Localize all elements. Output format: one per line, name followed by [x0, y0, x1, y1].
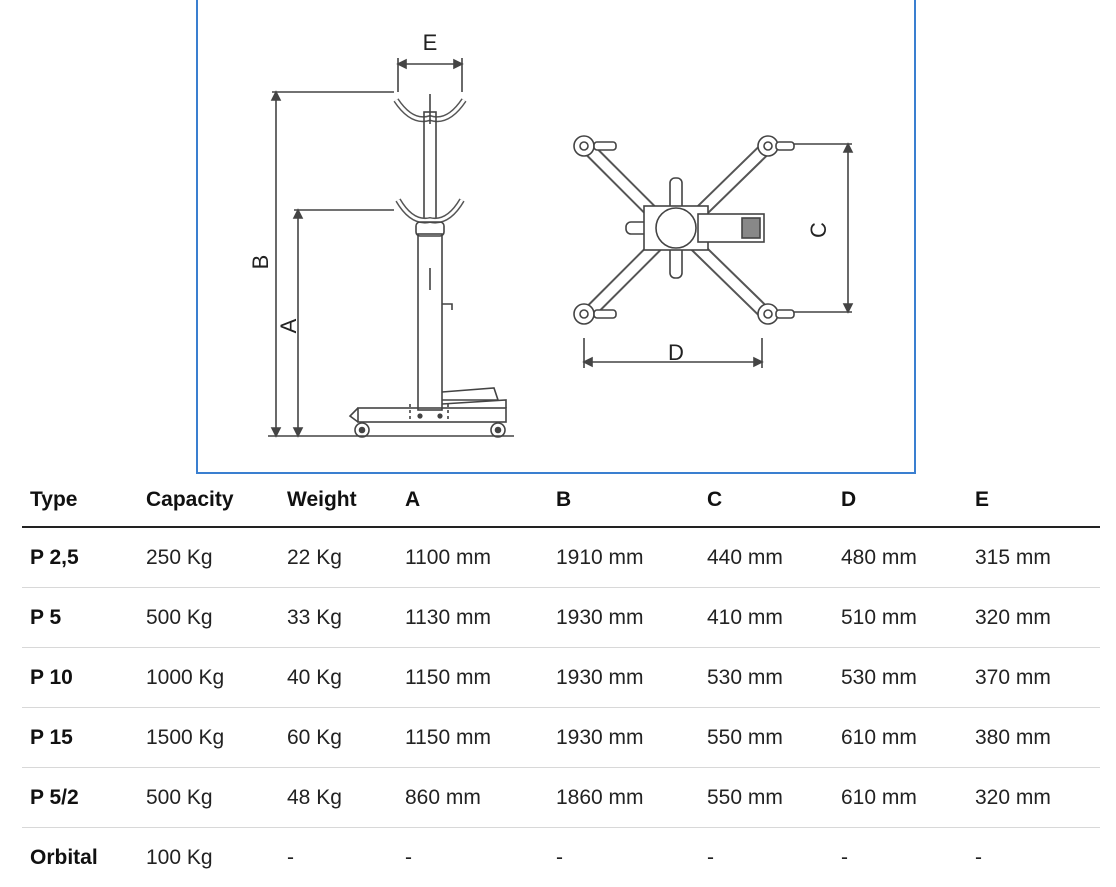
- cell-c: 530 mm: [699, 648, 833, 708]
- cell-b: 1930 mm: [548, 588, 699, 648]
- cell-type: P 2,5: [22, 527, 138, 588]
- column-header-c: C: [699, 474, 833, 527]
- cell-type: P 5/2: [22, 768, 138, 828]
- cell-weight: 40 Kg: [279, 648, 397, 708]
- cell-a: 1150 mm: [397, 648, 548, 708]
- cell-c: 550 mm: [699, 768, 833, 828]
- cell-c: 550 mm: [699, 708, 833, 768]
- cell-type: P 10: [22, 648, 138, 708]
- column-header-weight: Weight: [279, 474, 397, 527]
- cell-d: 530 mm: [833, 648, 967, 708]
- cell-b: 1930 mm: [548, 648, 699, 708]
- dimension-e: [398, 58, 462, 92]
- cell-a: -: [397, 828, 548, 887]
- dimension-a: [294, 210, 394, 436]
- specifications-table: [22, 474, 1100, 887]
- cell-a: 1130 mm: [397, 588, 548, 648]
- cell-a: 1100 mm: [397, 527, 548, 588]
- jack-dimension-diagram: [198, 0, 914, 474]
- label-a: A: [276, 318, 301, 333]
- table-row: [22, 527, 1100, 588]
- cell-a: 1150 mm: [397, 708, 548, 768]
- dimension-b: [272, 92, 394, 436]
- column-header-type: Type: [22, 474, 138, 527]
- cell-type: P 15: [22, 708, 138, 768]
- table-row: [22, 588, 1100, 648]
- cell-d: 510 mm: [833, 588, 967, 648]
- cell-d: 610 mm: [833, 768, 967, 828]
- cell-d: 610 mm: [833, 708, 967, 768]
- table-header-row: [22, 474, 1100, 527]
- cell-b: 1930 mm: [548, 708, 699, 768]
- cell-a: 860 mm: [397, 768, 548, 828]
- cell-capacity: 1500 Kg: [138, 708, 279, 768]
- label-d: D: [668, 340, 684, 365]
- cell-b: -: [548, 828, 699, 887]
- column-header-e: E: [967, 474, 1100, 527]
- table-row: [22, 648, 1100, 708]
- column-header-capacity: Capacity: [138, 474, 279, 527]
- cell-b: 1860 mm: [548, 768, 699, 828]
- label-b: B: [248, 255, 273, 270]
- cell-e: 315 mm: [967, 527, 1100, 588]
- column-header-d: D: [833, 474, 967, 527]
- table-row: [22, 708, 1100, 768]
- cell-e: 380 mm: [967, 708, 1100, 768]
- cell-capacity: 100 Kg: [138, 828, 279, 887]
- cell-e: 320 mm: [967, 588, 1100, 648]
- jack-side-view: [350, 94, 506, 437]
- cell-capacity: 1000 Kg: [138, 648, 279, 708]
- label-c: C: [806, 222, 831, 238]
- cell-d: -: [833, 828, 967, 887]
- column-header-a: A: [397, 474, 548, 527]
- cell-type: P 5: [22, 588, 138, 648]
- cell-b: 1910 mm: [548, 527, 699, 588]
- cell-e: 370 mm: [967, 648, 1100, 708]
- cell-weight: 22 Kg: [279, 527, 397, 588]
- cell-weight: -: [279, 828, 397, 887]
- cell-e: -: [967, 828, 1100, 887]
- cell-capacity: 500 Kg: [138, 588, 279, 648]
- table-row: [22, 768, 1100, 828]
- cell-c: 410 mm: [699, 588, 833, 648]
- label-e: E: [423, 30, 438, 55]
- cell-d: 480 mm: [833, 527, 967, 588]
- cell-type: Orbital: [22, 828, 138, 887]
- cell-c: 440 mm: [699, 527, 833, 588]
- cell-c: -: [699, 828, 833, 887]
- cell-capacity: 250 Kg: [138, 527, 279, 588]
- cell-weight: 60 Kg: [279, 708, 397, 768]
- column-header-b: B: [548, 474, 699, 527]
- jack-top-view: [574, 136, 794, 324]
- cell-weight: 33 Kg: [279, 588, 397, 648]
- cell-e: 320 mm: [967, 768, 1100, 828]
- cell-weight: 48 Kg: [279, 768, 397, 828]
- table-row: [22, 828, 1100, 887]
- diagram-frame: [196, 0, 916, 474]
- cell-capacity: 500 Kg: [138, 768, 279, 828]
